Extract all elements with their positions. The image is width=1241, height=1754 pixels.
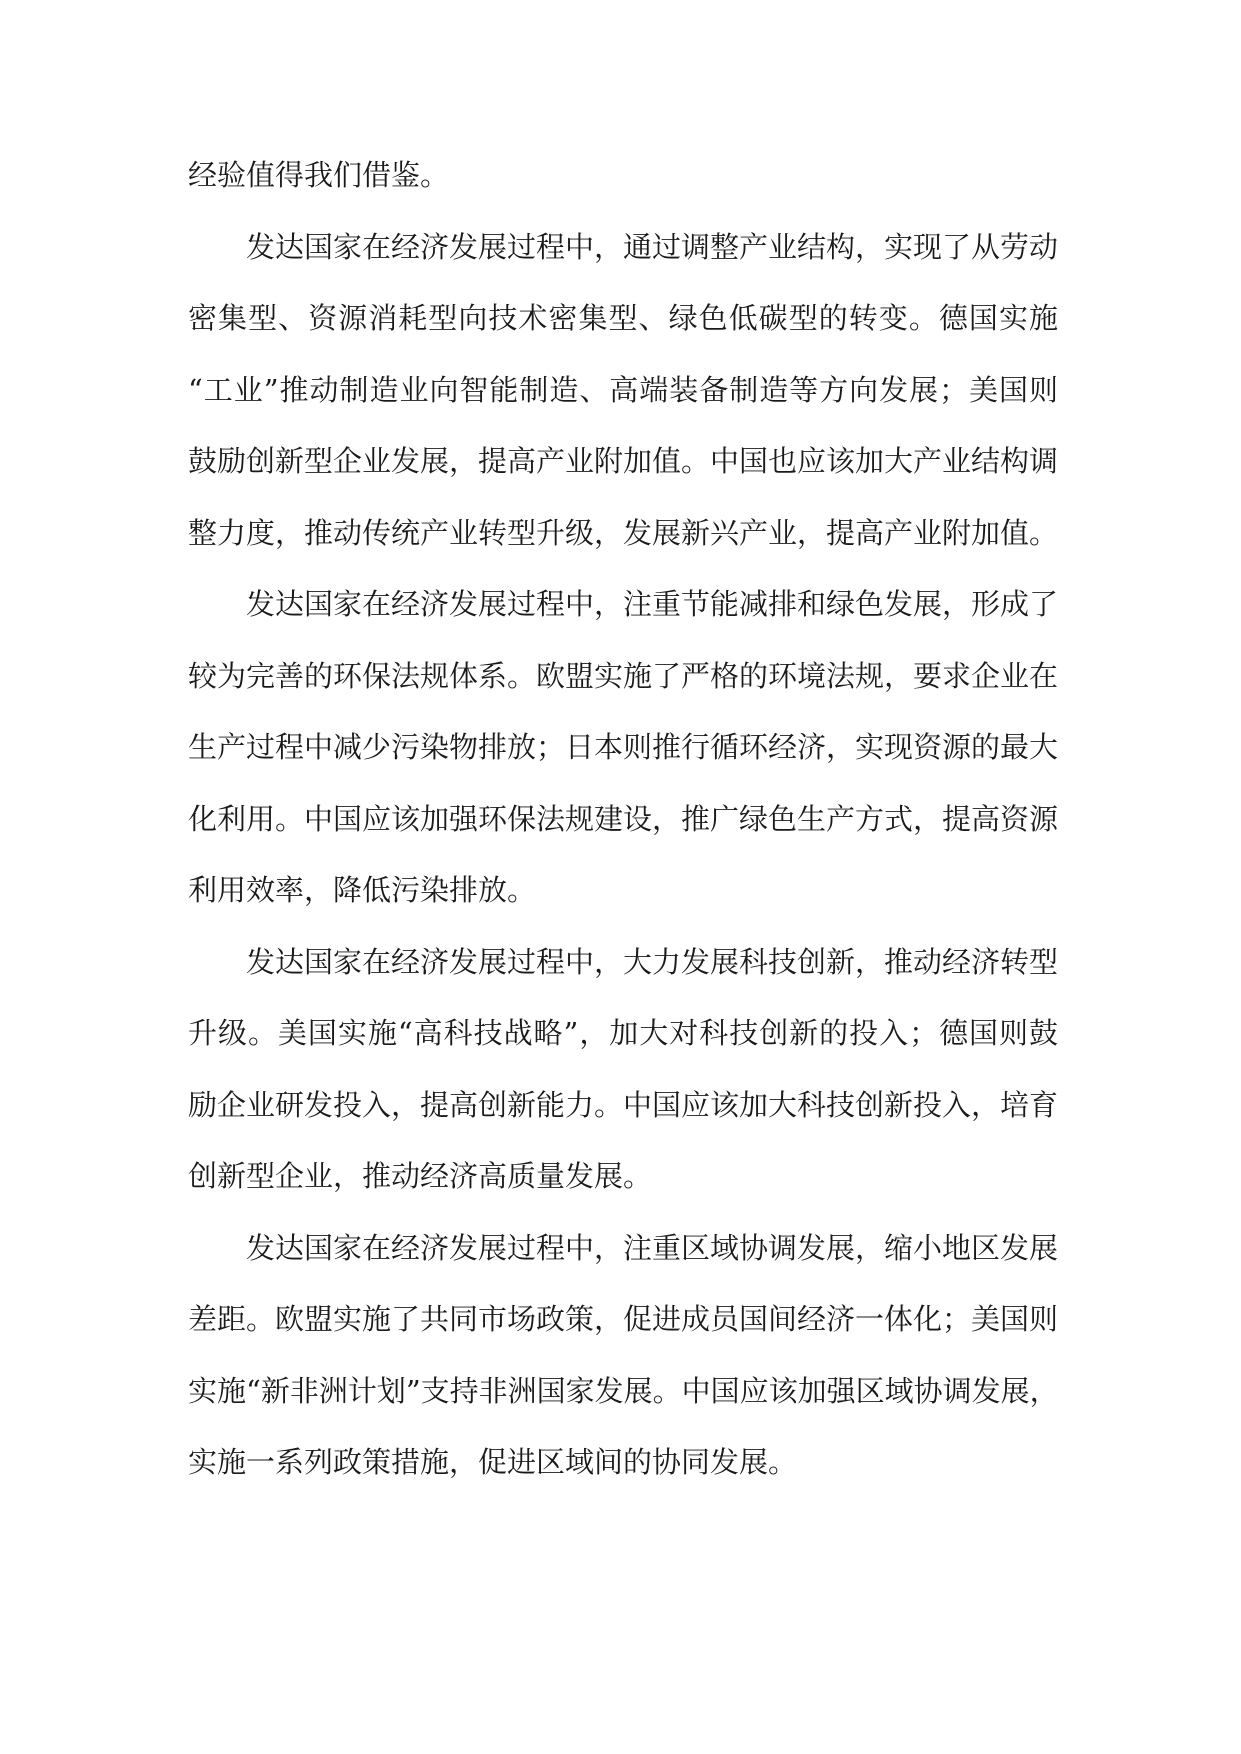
- text-line: 升级。美国实施“高科技战略”，加大对科技创新的投入；德国则鼓: [188, 1016, 1058, 1050]
- text-line: 密集型、资源消耗型向技术密集型、绿色低碳型的转变。德国实施: [188, 301, 1058, 335]
- text-line: 实施“新非洲计划”支持非洲国家发展。中国应该加强区域协调发展，: [188, 1373, 1059, 1408]
- text-line: 化利用。中国应该加强环保法规建设，推广绿色生产方式，提高资源: [188, 801, 1059, 836]
- text-line: 励企业研发投入，提高创新能力。中国应该加大科技创新投入，培育: [188, 1087, 1059, 1122]
- text-line: 利用效率，降低污染排放。: [188, 873, 537, 907]
- text-line: 整力度，推动传统产业转型升级，发展新兴产业，提高产业附加值。: [188, 515, 1059, 550]
- paragraph-start-line: 发达国家在经济发展过程中，注重区域协调发展，缩小地区发展: [246, 1230, 1059, 1265]
- paragraph-start-line: 发达国家在经济发展过程中，注重节能减排和绿色发展，形成了: [246, 587, 1059, 621]
- text-line: 较为完善的环保法规体系。欧盟实施了严格的环境法规，要求企业在: [188, 658, 1059, 693]
- paragraph-start-line: 发达国家在经济发展过程中，通过调整产业结构，实现了从劳动: [246, 229, 1059, 264]
- text-line: “工业”推动制造业向智能制造、高端装备制造等方向发展；美国则: [188, 372, 1058, 407]
- text-line: 差距。欧盟实施了共同市场政策，促进成员国间经济一体化；美国则: [188, 1302, 1059, 1336]
- text-line: 经验值得我们借鉴。: [188, 158, 450, 192]
- body-text: [188, 140, 1058, 1499]
- paragraph-start-line: 发达国家在经济发展过程中，大力发展科技创新，推动经济转型: [246, 944, 1059, 979]
- text-line: 创新型企业，推动经济高质量发展。: [188, 1159, 653, 1193]
- text-line: 实施一系列政策措施，促进区域间的协同发展。: [188, 1445, 798, 1479]
- text-line: 生产过程中减少污染物排放；日本则推行循环经济，实现资源的最大: [188, 730, 1059, 764]
- text-line: 鼓励创新型企业发展，提高产业附加值。中国也应该加大产业结构调: [188, 444, 1059, 478]
